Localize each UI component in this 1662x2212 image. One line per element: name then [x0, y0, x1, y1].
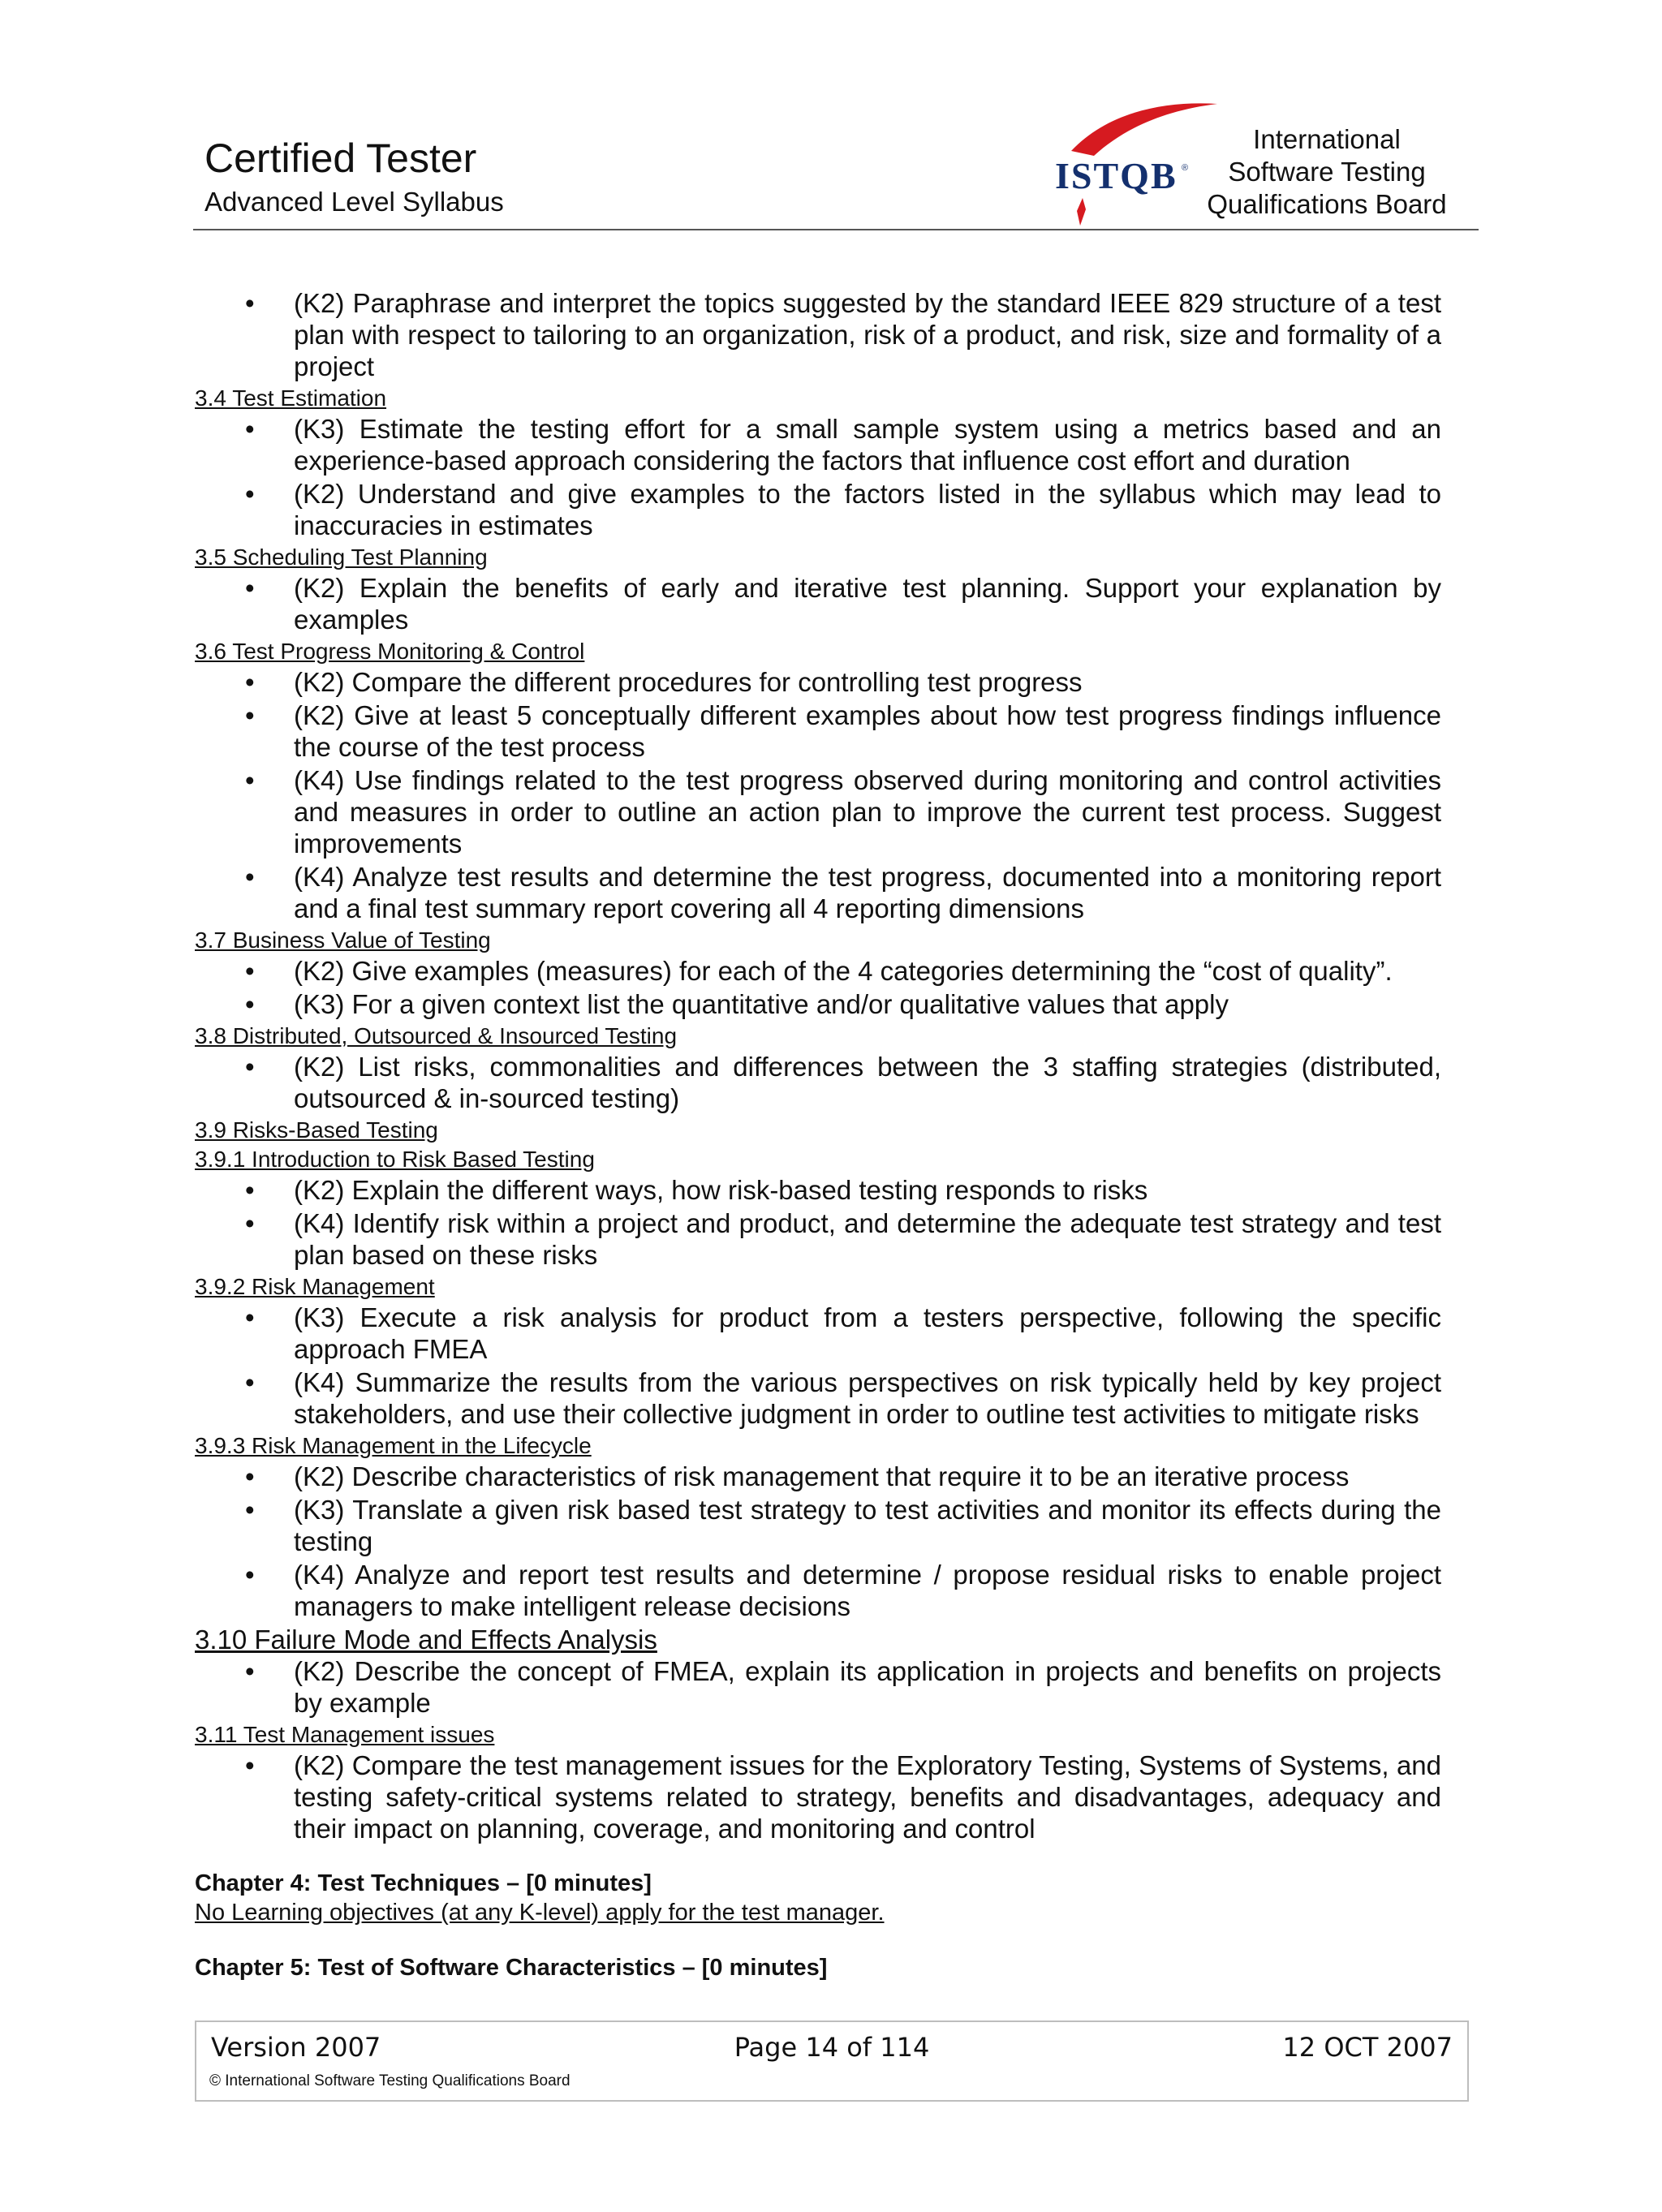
subsection-heading: 3.9.1 Introduction to Risk Based Testing — [195, 1147, 595, 1172]
list-item: • (K2) Describe the concept of FMEA, explain its application in projects and benefits on projects by example — [245, 1656, 1441, 1718]
bullet-icon: • — [245, 1750, 255, 1780]
page-footer — [195, 2020, 1469, 2102]
chapter-5-heading: Chapter 5: Test of Software Characteristics – [0 minutes] — [195, 1955, 828, 1981]
list-item: • (K3) Translate a given risk based test strategy to test activities and monitor its effects during the testing — [245, 1495, 1441, 1556]
list-item: • (K4) Analyze and report test results and determine / propose residual risks to enable project managers to make intelligent release decisions — [245, 1560, 1441, 1621]
subsection-heading: 3.9.3 Risk Management in the Lifecycle — [195, 1433, 592, 1458]
objective-list — [195, 1461, 1441, 1622]
logo-wordmark: ISTQB — [1055, 155, 1178, 196]
list-item: • (K3) For a given context list the quantitative and/or qualitative values that apply — [245, 989, 1229, 1019]
org-line-3: Qualifications Board — [1207, 189, 1447, 219]
list-item: • (K4) Identify risk within a project and product, and determine the adequate test strategy and test plan based on these risks — [245, 1208, 1441, 1270]
document-subtitle: Advanced Level Syllabus — [205, 187, 504, 217]
objective-list — [195, 1749, 1441, 1844]
list-item: • (K2) Compare the different procedures for controlling test progress — [245, 667, 1083, 697]
section-heading: 3.9 Risks-Based Testing — [195, 1117, 438, 1143]
bullet-icon: • — [245, 1302, 255, 1332]
bullet-icon: • — [245, 1208, 255, 1238]
organization-name — [1177, 123, 1477, 221]
svg-text:®: ® — [1182, 163, 1189, 173]
section-heading: 3.7 Business Value of Testing — [195, 927, 491, 953]
bullet-icon: • — [245, 1461, 255, 1491]
objective-list — [195, 287, 1441, 382]
list-item: • (K3) Estimate the testing effort for a small sample system using a metrics based and an experience-based approach considering the factors that influence cost effort and duration — [245, 414, 1441, 476]
list-item: • (K2) Give at least 5 conceptually different examples about how test progress findings influence the course of the test process — [245, 700, 1441, 762]
chapter-4-note: No Learning objectives (at any K-level) apply for the test manager. — [195, 1900, 885, 1926]
list-item: • (K2) Explain the different ways, how risk-based testing responds to risks — [245, 1175, 1148, 1205]
chapter-4-heading: Chapter 4: Test Techniques – [0 minutes] — [195, 1870, 652, 1896]
objective-list — [195, 955, 1441, 1020]
objective-list — [195, 1302, 1441, 1430]
objective-list — [195, 413, 1441, 541]
page-header — [195, 97, 1477, 229]
section-heading: 3.4 Test Estimation — [195, 385, 387, 411]
bullet-icon: • — [245, 1495, 255, 1525]
section-heading: 3.5 Scheduling Test Planning — [195, 544, 488, 570]
footer-date: 12 OCT 2007 — [1282, 2032, 1453, 2063]
objective-list — [195, 1655, 1441, 1719]
list-item: • (K2) List risks, commonalities and differences between the 3 staffing strategies (distributed, outsourced & in-sourced testing) — [245, 1052, 1441, 1113]
bullet-icon: • — [245, 1656, 255, 1686]
objective-list — [195, 572, 1441, 635]
list-item: • (K4) Use findings related to the test progress observed during monitoring and control activities and measures in order to outline an action plan to improve the current test process. Suggest improvements — [245, 765, 1441, 859]
list-item: • (K2) Compare the test management issues for the Exploratory Testing, Systems of Systems, and testing safety-critical systems related to strategy, benefits and disadvantages, adequacy and their impact on planning, coverage, and monitoring and control — [245, 1750, 1441, 1844]
footer-copyright: © International Software Testing Qualifications Board — [209, 2072, 571, 2089]
list-item: • (K4) Analyze test results and determine the test progress, documented into a monitoring report and a final test summary report covering all 4 reporting dimensions — [245, 862, 1441, 923]
bullet-icon: • — [245, 1175, 255, 1205]
bullet-icon: • — [245, 479, 255, 509]
bullet-icon: • — [245, 862, 255, 892]
footer-page-number: Page 14 of 114 — [734, 2032, 930, 2063]
list-item: • (K4) Summarize the results from the various perspectives on risk typically held by key project stakeholders, and use their collective judgment in order to outline test activities to mitigate risks — [245, 1367, 1441, 1429]
bullet-icon: • — [245, 1560, 255, 1590]
header-divider — [193, 229, 1479, 230]
objective-list — [195, 1051, 1441, 1114]
section-heading: 3.8 Distributed, Outsourced & Insourced Testing — [195, 1023, 678, 1048]
section-heading: 3.10 Failure Mode and Effects Analysis — [195, 1625, 657, 1655]
footer-version: Version 2007 — [211, 2032, 381, 2063]
bullet-icon: • — [245, 700, 255, 730]
bullet-icon: • — [245, 765, 255, 795]
list-item: • (K2) Explain the benefits of early and iterative test planning. Support your explanation by examples — [245, 573, 1441, 635]
subsection-heading: 3.9.2 Risk Management — [195, 1274, 435, 1299]
org-line-2: Software Testing — [1228, 157, 1426, 187]
objective-list — [195, 666, 1441, 924]
section-heading: 3.11 Test Management issues — [195, 1722, 495, 1747]
bullet-icon: • — [245, 414, 255, 444]
bullet-icon: • — [245, 989, 255, 1019]
bullet-icon: • — [245, 1367, 255, 1397]
bullet-icon: • — [245, 956, 255, 986]
list-item: • (K2) Understand and give examples to the factors listed in the syllabus which may lead to inaccuracies in estimates — [245, 479, 1441, 540]
objective-list — [195, 1174, 1441, 1271]
page-content — [195, 287, 1441, 1982]
section-heading: 3.6 Test Progress Monitoring & Control — [195, 639, 585, 664]
org-line-1: International — [1253, 124, 1401, 154]
list-item: • (K2) Give examples (measures) for each of the 4 categories determining the “cost of quality”. — [245, 956, 1393, 986]
bullet-icon: • — [245, 1052, 255, 1082]
bullet-icon: • — [245, 288, 255, 318]
list-item: • (K2) Paraphrase and interpret the topics suggested by the standard IEEE 829 structure of a test plan with respect to tailoring to an organization, risk of a product, and risk, size and formality of a project — [245, 288, 1441, 381]
list-item: • (K3) Execute a risk analysis for product from a testers perspective, following the specific approach FMEA — [245, 1302, 1441, 1364]
list-item: • (K2) Describe characteristics of risk management that require it to be an iterative process — [245, 1461, 1350, 1491]
bullet-icon: • — [245, 667, 255, 697]
document-title: Certified Tester — [205, 136, 477, 181]
bullet-icon: • — [245, 573, 255, 603]
